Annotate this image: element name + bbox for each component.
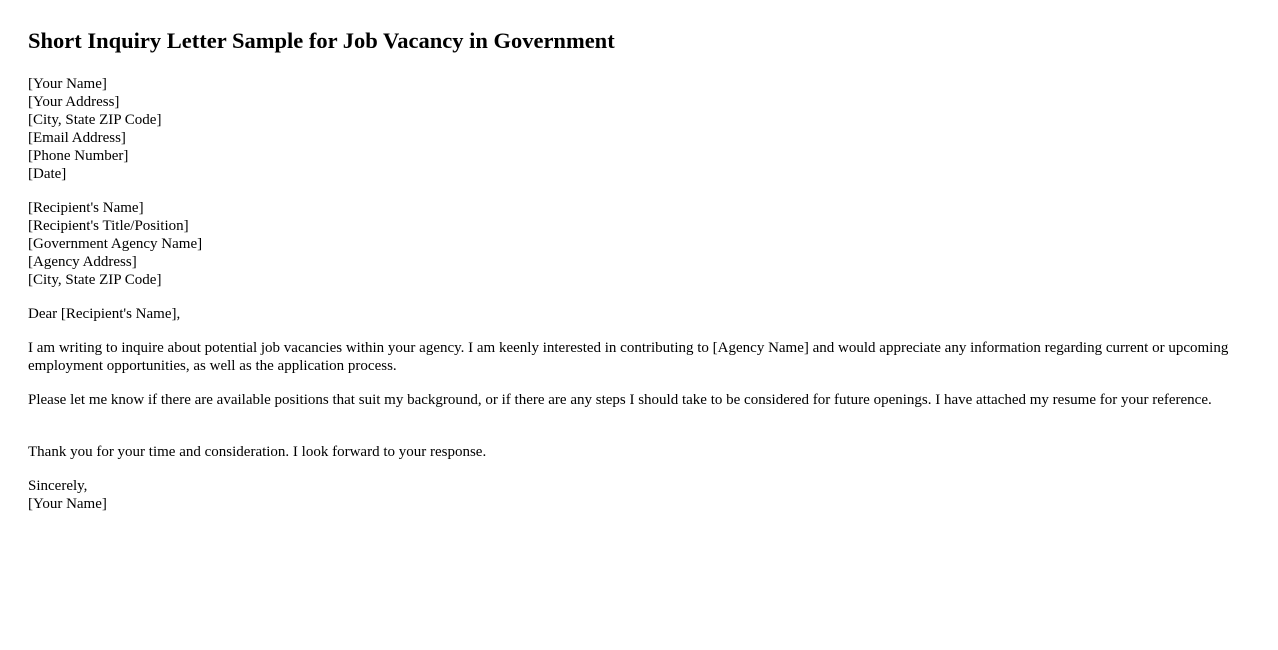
valediction: Sincerely, bbox=[28, 478, 88, 494]
body-paragraph: Please let me know if there are available positions that suit my background, or if there are any steps I should take to be considered for future openings. I have attached my resume for your reference. bbox=[28, 392, 1212, 408]
sender-name: [Your Name] bbox=[28, 76, 107, 92]
signature: [Your Name] bbox=[28, 496, 107, 512]
sender-email: [Email Address] bbox=[28, 130, 126, 146]
sender-address-block bbox=[28, 75, 1250, 183]
salutation: Dear [Recipient's Name], bbox=[28, 306, 181, 322]
recipient-title: [Recipient's Title/Position] bbox=[28, 218, 189, 234]
recipient-city-state-zip: [City, State ZIP Code] bbox=[28, 272, 162, 288]
letter-date: [Date] bbox=[28, 166, 67, 182]
sender-city-state-zip: [City, State ZIP Code] bbox=[28, 112, 162, 128]
sender-phone: [Phone Number] bbox=[28, 148, 129, 164]
closing-block bbox=[28, 477, 1250, 513]
page-title: Short Inquiry Letter Sample for Job Vacancy in Government bbox=[28, 28, 615, 53]
recipient-agency-address: [Agency Address] bbox=[28, 254, 137, 270]
recipient-name: [Recipient's Name] bbox=[28, 200, 144, 216]
body-paragraph: Thank you for your time and consideration. I look forward to your response. bbox=[28, 444, 487, 460]
recipient-address-block bbox=[28, 199, 1250, 289]
body-paragraph: I am writing to inquire about potential job vacancies within your agency. I am keenly interested in contributing to [Agency Name] and would appreciate any information regarding current or upcoming employment opportunities, as well as the application process. bbox=[28, 340, 1229, 374]
sender-address: [Your Address] bbox=[28, 94, 120, 110]
recipient-agency: [Government Agency Name] bbox=[28, 236, 203, 252]
